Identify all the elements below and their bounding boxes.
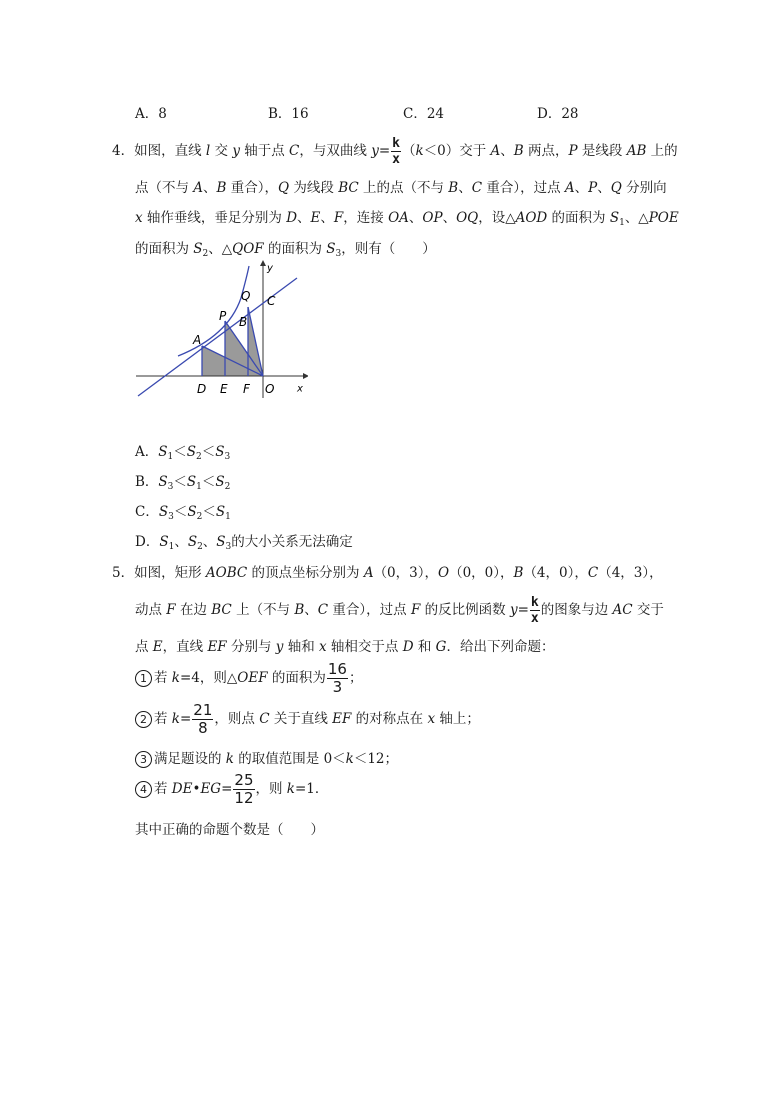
label-f: F — [243, 381, 250, 396]
fraction-25-12: $\frac{25}{12}$ — [234, 771, 254, 807]
y-axis-arrow — [260, 260, 266, 266]
label-o: O — [265, 381, 275, 396]
q3-option-a: A．8 — [135, 106, 167, 122]
q4-number: 4． — [112, 143, 135, 159]
q5-closing: 其中正确的命题个数是（ ） — [135, 822, 324, 838]
q5-item-2: 2 若 k= $\frac{21}{8}$ ，则点 C 关于直线 EF 的对称点在 x 轴上； — [135, 703, 480, 736]
q3-option-b: B．16 — [268, 106, 309, 122]
label-d: D — [197, 381, 207, 396]
q4-option-d: D．$S_1$、$S_2$、$S_3$的大小关系无法确定 — [135, 534, 353, 552]
q5-line-3: 点 E，直线 EF 分别与 y 轴和 x 轴相交于点 D 和 G．给出下列命题： — [135, 639, 555, 655]
label-e: E — [220, 381, 228, 396]
q3-option-d: D．28 — [537, 106, 579, 122]
q4-option-b: B．$S_3<S_1<S_2$ — [135, 474, 231, 492]
label-x: x — [297, 383, 303, 395]
q4-option-c: C．$S_3<S_2<S_1$ — [135, 504, 231, 522]
fraction-k-over-x: $\frac{k}{x}$ — [530, 595, 539, 626]
label-y: y — [267, 263, 273, 274]
q5-item-4: 4 若 DE•EG= $\frac{25}{12}$ ，则 k=1． — [135, 773, 328, 806]
q4-line-2: 点（不与 A、B 重合），Q 为线段 BC 上的点（不与 B、C 重合），过点 A、P、Q 分别向 — [135, 180, 667, 196]
circled-number: 3 — [135, 751, 152, 768]
q5-item-1: 1 若 k=4，则△OEF 的面积为 $\frac{16}{3}$ ； — [135, 662, 362, 695]
q5-number: 5． — [112, 565, 135, 581]
q4-figure — [133, 258, 308, 400]
q4-option-a: A．$S_1<S_2<S_3$ — [135, 444, 231, 462]
label-q: Q — [241, 289, 251, 303]
q5-line-2: 动点 F 在边 BC 上（不与 B、C 重合），过点 F 的反比例函数 y= $\frac{k}{x}$ 的图象与边 AC 交于 — [135, 595, 664, 626]
label-a: A — [193, 333, 202, 347]
fraction-k-over-x: $\frac{k}{x}$ — [392, 136, 400, 167]
x-axis-arrow — [303, 373, 308, 379]
circled-number: 2 — [135, 711, 152, 728]
fraction-21-8: $\frac{21}{8}$ — [193, 701, 213, 737]
label-p: P — [219, 309, 227, 323]
q4-line-3: x 轴作垂线，垂足分别为 D、E、F，连接 OA、OP、OQ，设△AOD 的面积为 $S_1$、△POE — [135, 210, 679, 228]
circled-number: 1 — [135, 670, 152, 687]
q4-line-1: 4．如图，直线 l 交 y 轴于点 C，与双曲线 y= $\frac{k}{x}$ （k＜0）交于 A、B 两点，P 是线段 AB 上的 — [112, 136, 678, 167]
q3-option-c: C．24 — [403, 106, 445, 122]
circled-number: 4 — [135, 781, 152, 798]
q4-line-4: 的面积为 $S_2$、△QOF 的面积为 $S_3$，则有（ ） — [135, 241, 436, 259]
fraction-16-3: $\frac{16}{3}$ — [327, 660, 347, 696]
q5-line-1: 5．如图，矩形 AOBC 的顶点坐标分别为 A（0，3），O（0，0），B（4，0），C（4，3）， — [112, 565, 663, 581]
label-c: C — [267, 294, 276, 308]
label-b: B — [239, 315, 248, 329]
q5-item-3: 3 满足题设的 k 的取值范围是 0＜k＜12； — [135, 747, 398, 768]
